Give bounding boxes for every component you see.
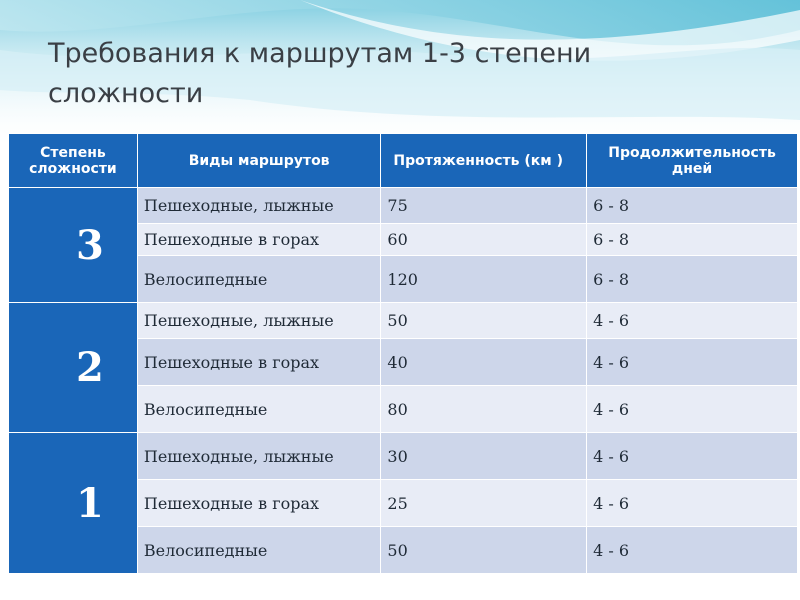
days-cell: 6 - 8 [587, 224, 798, 256]
days-cell: 4 - 6 [587, 303, 798, 339]
table-header-row [9, 134, 798, 188]
table-row [9, 303, 798, 339]
level-cell: 2 [9, 303, 138, 433]
days-cell: 4 - 6 [587, 527, 798, 574]
level-cell: 1 [9, 433, 138, 574]
route-type-cell: Велосипедные [137, 256, 381, 303]
header-duration: Продолжительность дней [587, 134, 798, 188]
header-route-types: Виды маршрутов [137, 134, 381, 188]
days-cell: 6 - 8 [587, 188, 798, 224]
length-cell: 60 [381, 224, 587, 256]
route-type-cell: Пешеходные, лыжные [137, 188, 381, 224]
route-type-cell: Пешеходные в горах [137, 480, 381, 527]
length-cell: 80 [381, 386, 587, 433]
route-requirements-table [8, 133, 798, 574]
level-cell: 3 [9, 188, 138, 303]
length-cell: 30 [381, 433, 587, 480]
header-length: Протяженность (км ) [381, 134, 587, 188]
days-cell: 6 - 8 [587, 256, 798, 303]
route-type-cell: Пешеходные, лыжные [137, 303, 381, 339]
days-cell: 4 - 6 [587, 339, 798, 386]
route-type-cell: Велосипедные [137, 527, 381, 574]
length-cell: 25 [381, 480, 587, 527]
page-title: Требования к маршрутам 1-3 степени сложности [48, 38, 592, 109]
length-cell: 50 [381, 527, 587, 574]
header-difficulty: Степень сложности [9, 134, 138, 188]
length-cell: 50 [381, 303, 587, 339]
days-cell: 4 - 6 [587, 433, 798, 480]
route-type-cell: Пешеходные в горах [137, 339, 381, 386]
length-cell: 120 [381, 256, 587, 303]
route-type-cell: Пешеходные в горах [137, 224, 381, 256]
length-cell: 40 [381, 339, 587, 386]
length-cell: 75 [381, 188, 587, 224]
days-cell: 4 - 6 [587, 480, 798, 527]
days-cell: 4 - 6 [587, 386, 798, 433]
table-row [9, 433, 798, 480]
route-type-cell: Велосипедные [137, 386, 381, 433]
route-type-cell: Пешеходные, лыжные [137, 433, 381, 480]
table-row [9, 188, 798, 224]
